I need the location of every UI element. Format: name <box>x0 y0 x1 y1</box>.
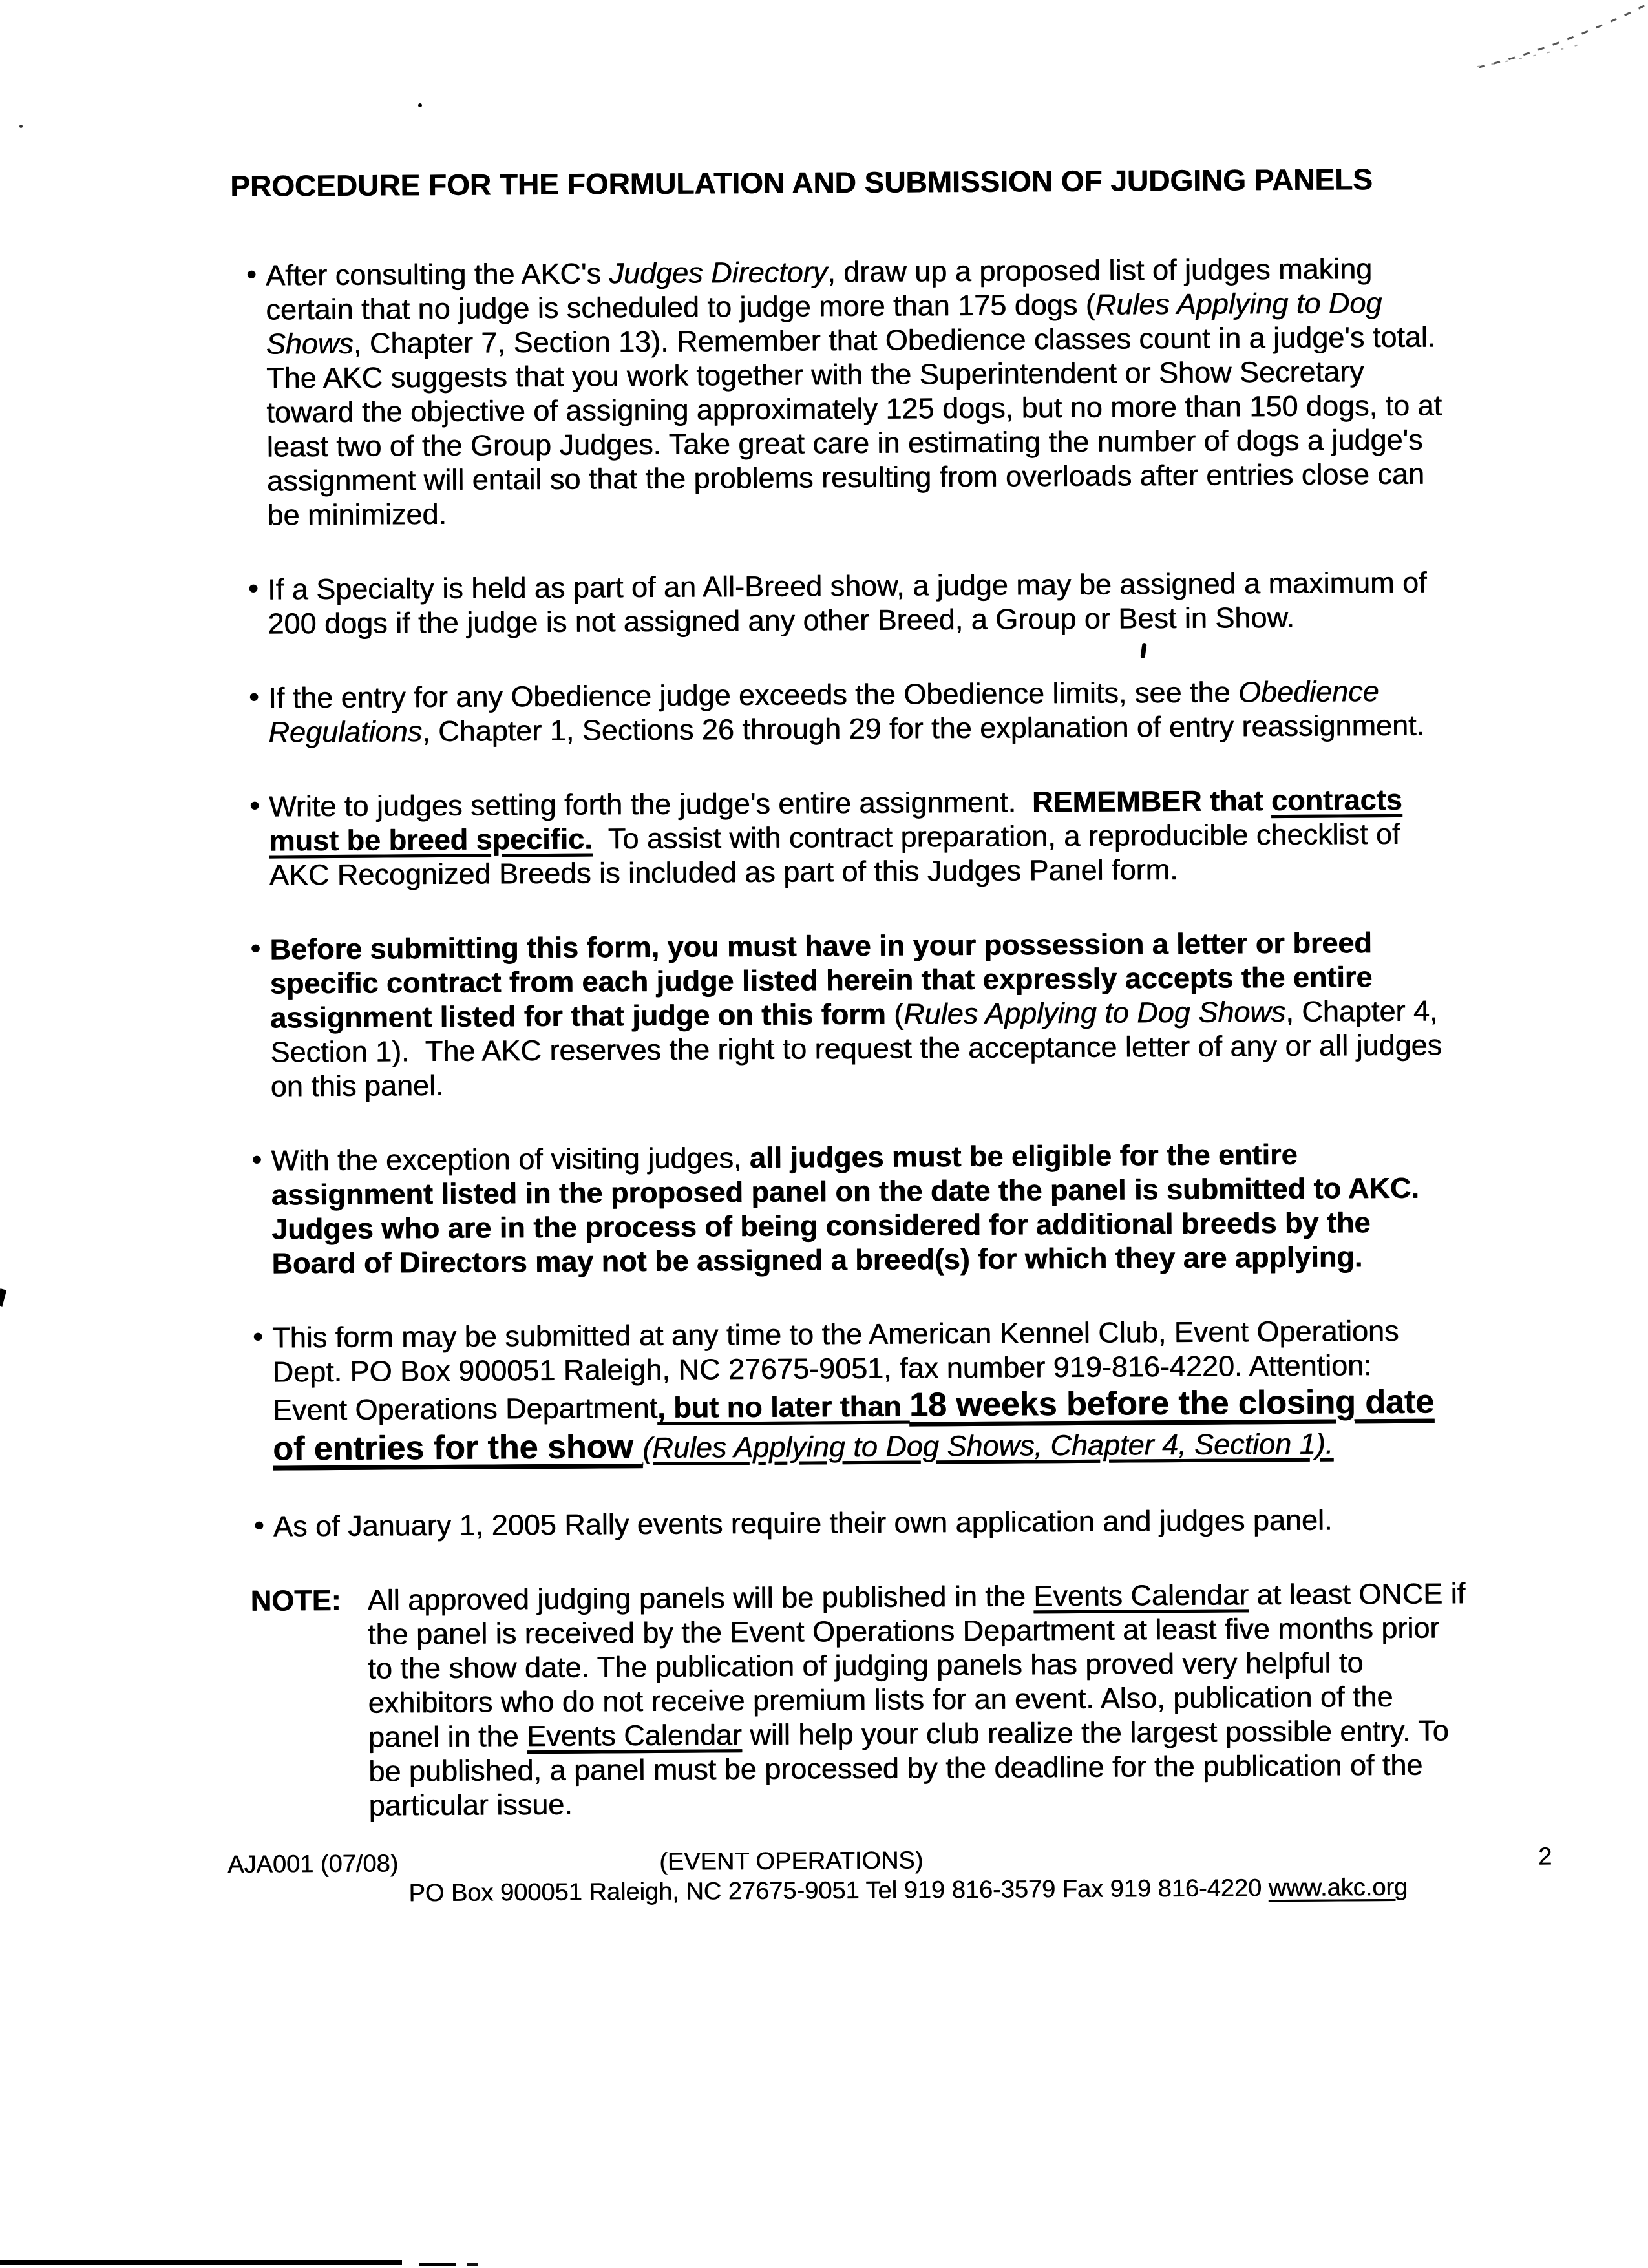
bullet-paragraph-consulting <box>227 250 1573 532</box>
bullet-paragraph-rally <box>235 1501 1579 1544</box>
bullet-icon: • <box>249 788 260 822</box>
scan-artifact-bottom-dash <box>419 2263 456 2266</box>
footer-department-label: (EVENT OPERATIONS) <box>659 1847 924 1876</box>
bullet-paragraph-before-submitting <box>231 924 1576 1104</box>
scan-artifact-speck <box>418 103 422 107</box>
scan-artifact-speck <box>19 125 23 128</box>
page-title: PROCEDURE FOR THE FORMULATION AND SUBMISSION OF JUDGING PANELS <box>229 162 1373 203</box>
bullet-paragraph-specialty <box>229 564 1574 641</box>
document-body <box>226 161 1581 1823</box>
bullet-paragraph-submission-deadline <box>233 1312 1578 1469</box>
page-number: 2 <box>1537 1843 1552 1871</box>
bullet-paragraph-obedience <box>229 673 1574 750</box>
bullet-icon: • <box>253 1508 264 1542</box>
bullet-icon: • <box>248 680 259 713</box>
bullet-text: With the exception of visiting judges, all judges must be eligible for the entire assignment listed in the proposed panel on the date the panel is submitted to AKC. Judges who are in the process of being considered for additional breeds by the Board of Directors may not be assigned a breed(s) for which they are applying. <box>271 1137 1419 1280</box>
scan-artifact-curve <box>1477 4 1647 70</box>
bullet-text: This form may be submitted at any time to the American Kennel Club, Event Operations Dept. PO Box 900051 Raleigh, NC 27675-9051, fax number 919-816-4220. Attention: Event Operations Department, but no later than 18 weeks before the closing date of entries for the show (Rules Applying to Dog Shows, Chapter 4, Section 1). <box>271 1314 1435 1468</box>
page-footer <box>0 1842 1648 1907</box>
bullet-text: Write to judges setting forth the judge's entire assignment. REMEMBER that contracts must be breed specific. To assist with contract preparation, a reproducible checklist of AKC Recognized Breeds is included as part of this Judges Panel form. <box>268 782 1402 892</box>
note-text: All approved judging panels will be published in the Events Calendar at least ONCE if the panel is received by the Event Operations Department at least five months prior to the show date. The publication of judging panels has proved very helpful to exhibitors who do not receive premium lists for an event. Also, publication of the panel in the Events Calendar will help your club realize the largest possible entry. To be published, a panel must be processed by the deadline for the publication of the particular issue. <box>367 1577 1466 1822</box>
footer-address-text: PO Box 900051 Raleigh, NC 27675-9051 Tel 919 816-3579 Fax 919 816-4220 <box>408 1874 1269 1907</box>
bullet-icon: • <box>248 571 259 605</box>
bullet-text: After consulting the AKC's Judges Directory, draw up a proposed list of judges making certain that no judge is scheduled to judge more than 175 dogs (Rules Applying to Dog Shows, Chapter 7, Section 13). Remember that Obedience classes count in a judge's total. The AKC suggests that you work together with the Superintendent or Show Secretary toward the objective of assigning approximately 125 dogs, but no more than 150 dogs, to at least two of the Group Judges. Take great care in estimating the number of dogs a judge's assignment will entail so that the problems resulting from overloads after entries close can be minimized. <box>265 252 1442 532</box>
bullet-paragraph-eligibility <box>232 1135 1577 1281</box>
bullet-paragraph-contracts <box>230 781 1575 892</box>
note-label: NOTE: <box>250 1583 341 1617</box>
bullet-text: If a Specialty is held as part of an All-Breed show, a judge may be assigned a maximum of 200 dogs if the judge is not assigned any other Breed, a Group or Best in Show. <box>267 565 1427 640</box>
footer-address <box>408 1873 1408 1908</box>
bullet-text: Before submitting this form, you must have in your possession a letter or breed specific contract from each judge listed herein that expressly accepts the entire assignment listed for that judge on this form (Rules Applying to Dog Shows, Chapter 4, Section 1). The AKC reserves the right to request the acceptance letter of any or all judges on this panel. <box>269 926 1442 1103</box>
note-paragraph <box>235 1575 1580 1823</box>
scan-artifact-bottom-line <box>0 2260 402 2265</box>
bullet-icon: • <box>250 931 261 965</box>
bullet-text: As of January 1, 2005 Rally events require their own application and judges panel. <box>273 1503 1333 1543</box>
scan-artifact-bottom-dash <box>467 2263 478 2266</box>
bullet-icon: • <box>246 257 257 291</box>
bullet-text: If the entry for any Obedience judge exceeds the Obedience limits, see the Obedience Regulations, Chapter 1, Sections 26 through 29 for the explanation of entry reassignment. <box>268 675 1425 749</box>
bullet-icon: • <box>251 1142 262 1176</box>
scan-artifact-edge-mark <box>0 1288 6 1307</box>
akc-website-link[interactable]: www.akc.org <box>1268 1873 1408 1902</box>
form-number: AJA001 (07/08) <box>227 1850 399 1878</box>
bullet-icon: • <box>252 1319 263 1353</box>
